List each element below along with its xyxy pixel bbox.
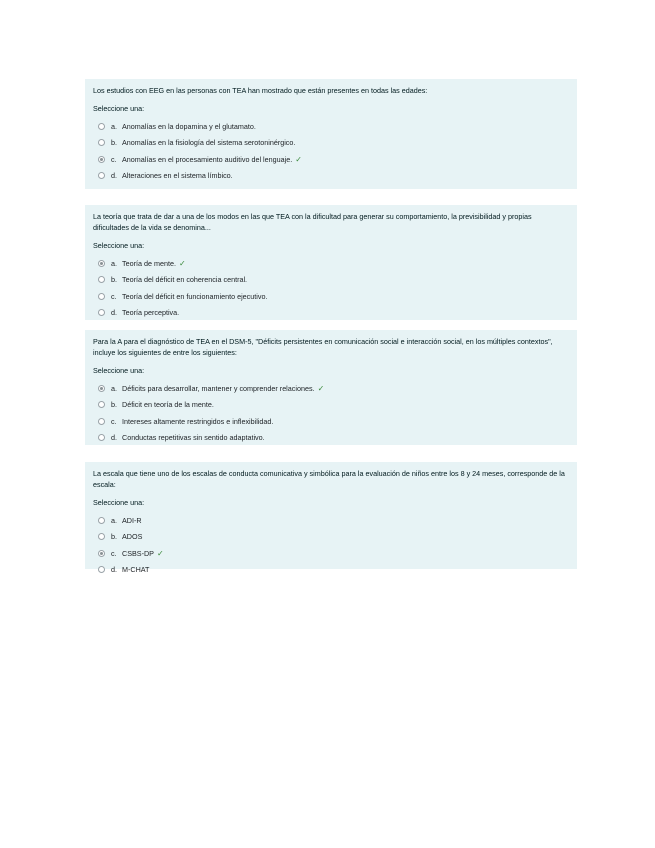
- answer-letter: c.: [111, 291, 117, 301]
- answer-list: [93, 255, 569, 321]
- answer-text: Anomalías en el procesamiento auditivo del lenguaje.: [122, 154, 293, 164]
- answer-option[interactable]: [93, 288, 569, 305]
- answer-text: Teoría del déficit en coherencia central.: [122, 275, 248, 285]
- answer-option[interactable]: [93, 168, 569, 185]
- answer-option[interactable]: [93, 413, 569, 430]
- answer-text: Intereses altamente restringidos e inflexibilidad.: [122, 416, 274, 426]
- answer-list: [93, 380, 569, 446]
- answer-text: Teoría de mente.: [122, 258, 176, 268]
- answer-text: Déficits para desarrollar, mantener y comprender relaciones.: [122, 383, 315, 393]
- answer-option[interactable]: [93, 545, 569, 562]
- answer-text: Teoría del déficit en funcionamiento ejecutivo.: [122, 291, 268, 301]
- radio-button[interactable]: [98, 309, 105, 316]
- radio-button[interactable]: [98, 293, 105, 300]
- radio-button[interactable]: [98, 385, 105, 392]
- question-card: [85, 330, 577, 445]
- answer-list: [93, 512, 569, 578]
- answer-text: Conductas repetitivas sin sentido adaptativo.: [122, 433, 265, 443]
- answer-text: Teoría perceptiva.: [122, 308, 180, 318]
- question-card: [85, 79, 577, 189]
- question-text: La escala que tiene uno de los escalas de conducta comunicativa y simbólica para la evaluación de niños entre los 8 y 24 meses, corresponde de la escala:: [93, 469, 565, 489]
- radio-button[interactable]: [98, 566, 105, 573]
- answer-text: Anomalías en la fisiología del sistema serotoninérgico.: [122, 138, 296, 148]
- answer-text: CSBS-DP: [122, 548, 154, 558]
- answer-option[interactable]: [93, 118, 569, 135]
- select-label: Seleccione una:: [93, 104, 145, 113]
- answer-letter: b.: [111, 275, 117, 285]
- radio-button[interactable]: [98, 123, 105, 130]
- answer-option[interactable]: [93, 562, 569, 579]
- answer-letter: a.: [111, 515, 117, 525]
- answer-letter: c.: [111, 416, 117, 426]
- answer-option[interactable]: [93, 529, 569, 546]
- answer-option[interactable]: [93, 151, 569, 168]
- radio-button[interactable]: [98, 260, 105, 267]
- answer-option[interactable]: [93, 380, 569, 397]
- radio-button[interactable]: [98, 139, 105, 146]
- answer-letter: b.: [111, 532, 117, 542]
- answer-text: Anomalías en la dopamina y el glutamato.: [122, 121, 256, 131]
- answer-letter: b.: [111, 138, 117, 148]
- check-icon: ✓: [178, 258, 186, 268]
- question-text: Para la A para el diagnóstico de TEA en el DSM-5, "Déficits persistentes en comunicación social e interacción social, en los múltiples contextos", incluye los siguientes de entre los siguientes:: [93, 337, 553, 357]
- answer-text: ADI-R: [122, 515, 142, 525]
- answer-text: Déficit en teoría de la mente.: [122, 400, 214, 410]
- answer-letter: a.: [111, 121, 117, 131]
- answer-option[interactable]: [93, 430, 569, 447]
- answer-letter: a.: [111, 383, 117, 393]
- select-label: Seleccione una:: [93, 241, 145, 250]
- answer-letter: d.: [111, 433, 117, 443]
- select-label: Seleccione una:: [93, 498, 145, 507]
- answer-letter: d.: [111, 308, 117, 318]
- answer-option[interactable]: [93, 397, 569, 414]
- answer-option[interactable]: [93, 135, 569, 152]
- answer-text: M-CHAT: [122, 565, 150, 575]
- question-card: [85, 462, 577, 575]
- check-icon: ✓: [156, 548, 164, 558]
- radio-button[interactable]: [98, 156, 105, 163]
- check-icon: ✓: [295, 154, 302, 164]
- answer-list: [93, 118, 569, 184]
- answer-letter: d.: [111, 171, 117, 181]
- answer-text: Alteraciones en el sistema límbico.: [122, 171, 233, 181]
- radio-button[interactable]: [98, 172, 105, 179]
- answer-letter: a.: [111, 258, 117, 268]
- answer-option[interactable]: [93, 512, 569, 529]
- radio-button[interactable]: [98, 401, 105, 408]
- question-text: La teoría que trata de dar a una de los modos en las que TEA con la dificultad para generar su comportamiento, la previsibilidad y propias dificultades de la vida se denomina...: [93, 212, 532, 232]
- check-icon: ✓: [317, 383, 325, 393]
- answer-letter: c.: [111, 548, 117, 558]
- radio-button[interactable]: [98, 434, 105, 441]
- answer-letter: d.: [111, 565, 117, 575]
- answer-letter: b.: [111, 400, 117, 410]
- radio-button[interactable]: [98, 418, 105, 425]
- answer-option[interactable]: [93, 305, 569, 322]
- question-card: [85, 205, 577, 320]
- question-text: Los estudios con EEG en las personas con TEA han mostrado que están presentes en todas las edades:: [93, 86, 428, 95]
- radio-button[interactable]: [98, 550, 105, 557]
- answer-option[interactable]: [93, 255, 569, 272]
- radio-button[interactable]: [98, 276, 105, 283]
- answer-text: ADOS: [122, 532, 143, 542]
- answer-letter: c.: [111, 154, 117, 164]
- select-label: Seleccione una:: [93, 366, 145, 375]
- radio-button[interactable]: [98, 517, 105, 524]
- radio-button[interactable]: [98, 533, 105, 540]
- answer-option[interactable]: [93, 272, 569, 289]
